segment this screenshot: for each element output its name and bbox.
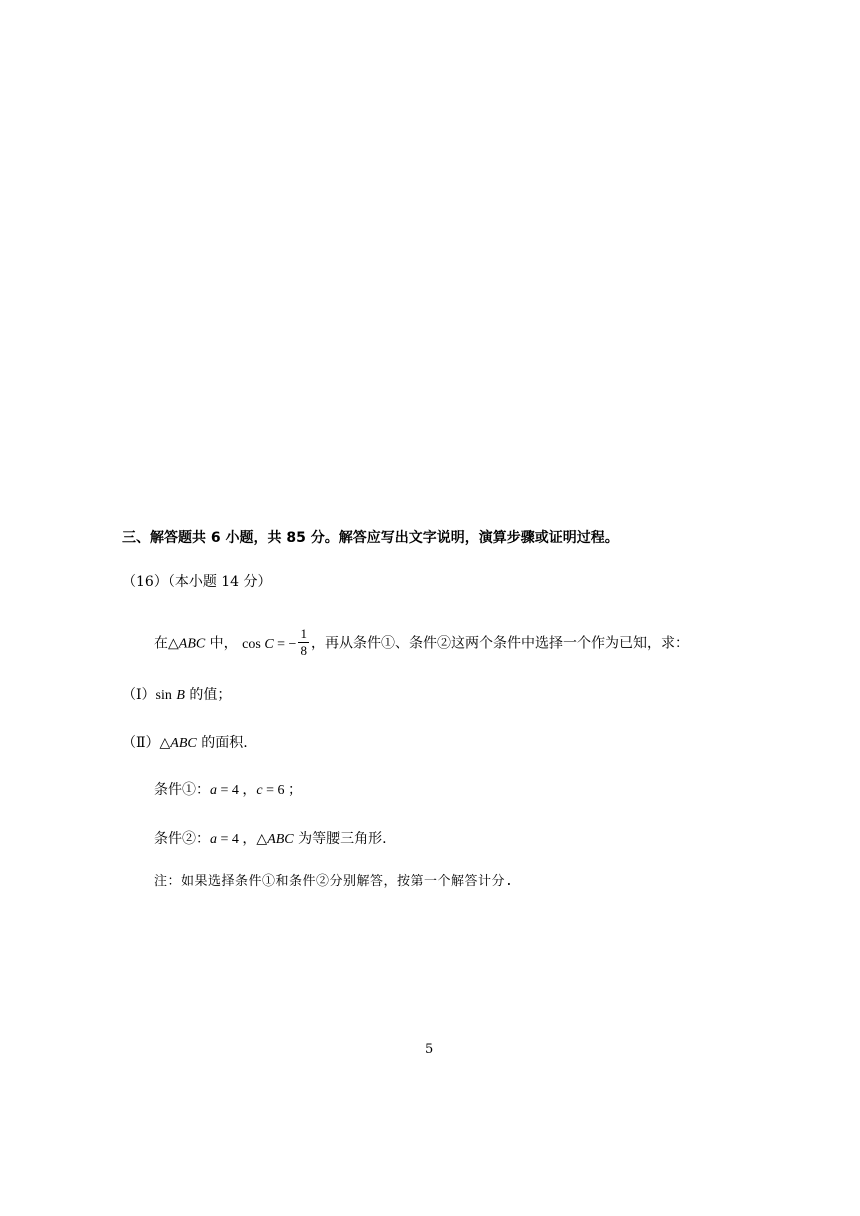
fraction-numerator: 1 (300, 626, 307, 641)
part-one-var: B (176, 688, 185, 703)
fraction-denominator: 8 (300, 643, 307, 658)
part-one-label: （Ⅰ） (122, 687, 156, 703)
statement-pre: 在△ (154, 635, 179, 652)
part-two (122, 733, 248, 754)
condition-one-a-eq: = 4 ， (217, 783, 257, 798)
cos-variable: C (264, 636, 274, 652)
condition-one-c-eq: = 6 ； (262, 783, 303, 798)
condition-one-a-var: a (210, 783, 217, 798)
condition-two-label: 条件②： (154, 831, 210, 847)
condition-one (154, 780, 302, 801)
part-one-text: 的值； (184, 687, 232, 703)
cos-label: cos (242, 636, 261, 652)
part-two-label: （Ⅱ） (122, 735, 160, 751)
condition-one-label: 条件①： (154, 782, 210, 798)
condition-two-tri-var: ABC (267, 832, 294, 847)
triangle-name: ABC (178, 636, 206, 652)
grading-note: 注：如果选择条件①和条件②分别解答，按第一个解答计分. (154, 874, 514, 889)
fraction (298, 626, 309, 659)
condition-one-c-var: c (256, 783, 263, 798)
part-one-func: sin (155, 688, 172, 703)
condition-two-tri-pre: △ (256, 831, 268, 847)
statement-post: ，再从条件①、条件②这两个条件中选择一个作为已知，求： (310, 635, 689, 652)
problem-header: （16）（本小题 14 分） (122, 574, 272, 590)
part-one (122, 685, 231, 706)
page-number: 5 (425, 1042, 434, 1057)
part-two-var: ABC (170, 736, 197, 751)
statement-mid: 中， (205, 635, 238, 652)
part-two-pre: △ (159, 735, 171, 751)
condition-two-text: 为等腰三角形. (293, 831, 387, 847)
equals-minus: = − (273, 636, 297, 652)
condition-two-a-var: a (210, 832, 217, 847)
cos-expression (242, 626, 311, 658)
condition-two (154, 829, 387, 850)
section-heading: 三、解答题共 6 小题，共 85 分。解答应写出文字说明，演算步骤或证明过程。 (122, 530, 619, 546)
problem-statement (154, 628, 689, 661)
condition-two-a-eq: = 4 ， (217, 832, 257, 847)
part-two-text: 的面积. (196, 735, 248, 751)
